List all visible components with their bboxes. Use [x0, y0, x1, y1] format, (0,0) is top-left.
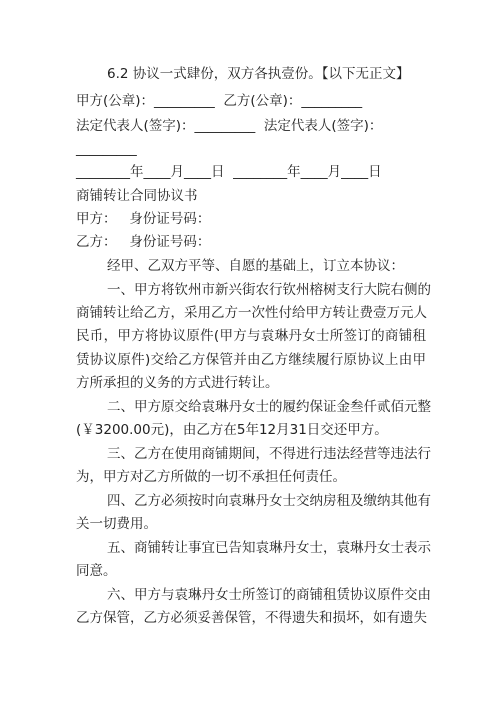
clause-3-line: 为，甲方对乙方所做的一切不承担任何责任。 — [76, 469, 346, 485]
party-b-line: 乙方： 身份证号码： — [76, 234, 211, 250]
company-seal-line: 甲方(公章)：_________ 乙方(公章)：_________ — [76, 93, 363, 109]
clause-1-line: 民币，甲方将协议原件(甲方与袁琳丹女士所签订的商铺租 — [76, 328, 426, 344]
clause-3-line: 三、乙方在使用商铺期间，不得进行违法经营等违法行 — [107, 446, 431, 462]
clause-5-line: 同意。 — [76, 563, 117, 579]
clause-4-line: 关一切费用。 — [76, 516, 157, 532]
clause-6-line: 乙方保管，乙方必须妥善保管，不得遗失和损坏，如有遗失 — [76, 610, 427, 626]
preamble: 经甲、乙双方平等、自愿的基础上，订立本协议： — [107, 258, 404, 274]
clause-1-line: 方所承担的义务的方式进行转让。 — [76, 375, 279, 391]
date-line: ________年____月____日 ________年____月____日 — [76, 164, 382, 180]
clause-6-2: 6.2 协议一式肆份，双方各执壹份。【以下无正文】 — [107, 66, 410, 82]
clause-4-line: 四、乙方必须按时向袁琳丹女士交纳房租及缴纳其他有 — [107, 493, 431, 509]
party-a-line: 甲方： 身份证号码： — [76, 211, 211, 227]
clause-2-line: 二、甲方原交给袁琳丹女士的履约保证金叁仟贰佰元整 — [107, 399, 431, 415]
clause-1-line: 赁协议原件)交给乙方保管并由乙方继续履行原协议上由甲 — [76, 352, 426, 368]
clause-1-line: 一、甲方将钦州市新兴街农行钦州榕树支行大院右侧的 — [107, 282, 431, 298]
clause-2-line: (￥3200.00元)，由乙方在5年12月31日交还甲方。 — [76, 422, 388, 438]
document-title: 商铺转让合同协议书 — [76, 188, 198, 204]
clause-5-line: 五、商铺转让事宜已告知袁琳丹女士，袁琳丹女士表示 — [107, 540, 431, 556]
clause-6-line: 六、甲方与袁琳丹女士所签订的商铺租赁协议原件交由 — [107, 587, 431, 603]
clause-1-line: 商铺转让给乙方，采用乙方一次性付给甲方转让费壹万元人 — [76, 305, 427, 321]
representative-line: 法定代表人(签字)：_________ 法定代表人(签字)： — [76, 118, 383, 134]
representative-blank: _________ — [76, 141, 137, 157]
